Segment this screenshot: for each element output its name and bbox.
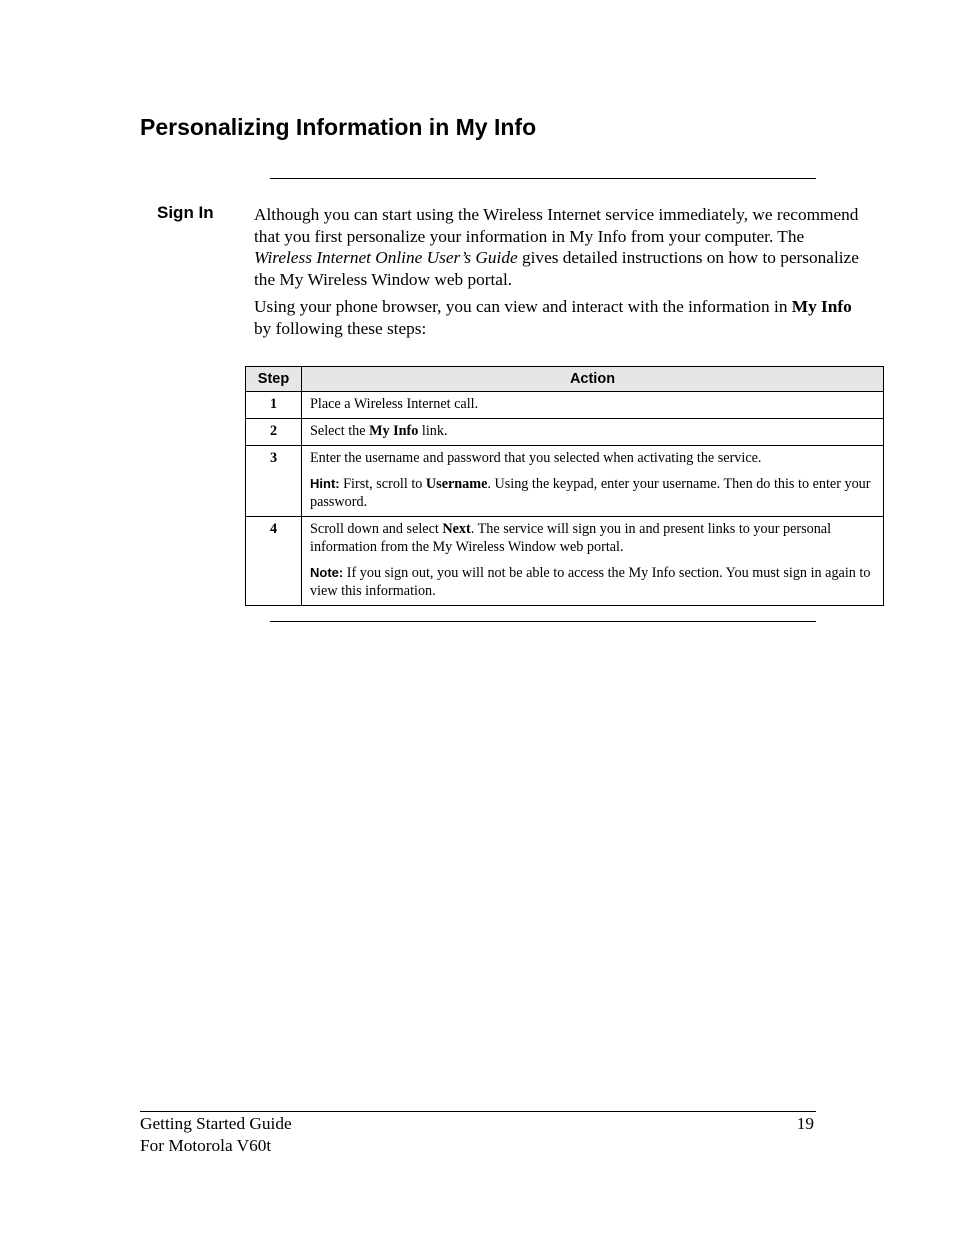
bottom-divider <box>270 621 816 622</box>
page-number: 19 <box>796 1114 814 1133</box>
hint-label: Hint: <box>310 476 340 491</box>
footer-document-info <box>140 1113 292 1157</box>
body-text <box>254 204 866 345</box>
action-column-header: Action <box>302 367 884 392</box>
step-number: 4 <box>246 517 302 606</box>
table-row <box>246 446 884 517</box>
table-row <box>246 419 884 446</box>
page-title: Personalizing Information in My Info <box>140 114 537 140</box>
footer-guide-title: Getting Started Guide <box>140 1114 292 1133</box>
note-text: Note: If you sign out, you will not be able to access the My Info section. You must sign in again to view this information. <box>310 565 871 599</box>
hint-text: Hint: First, scroll to Username. Using the keypad, enter your username. Then do this to enter your password. <box>310 476 871 510</box>
intro-paragraph: Although you can start using the Wireless Internet service immediately, we recommend that you first personalize your information in My Info from your computer. The Wireless Internet Online User’s Guide gives detailed instructions on how to personalize the My Wireless Window web portal. <box>254 205 859 289</box>
step-number: 2 <box>246 419 302 446</box>
steps-table <box>245 366 884 606</box>
footer-divider <box>140 1111 816 1112</box>
guide-title: Wireless Internet Online User’s Guide <box>254 248 518 267</box>
step-action: Place a Wireless Internet call. <box>302 392 884 419</box>
step-action: Scroll down and select Next. The service will sign you in and present links to your personal information from the My Wireless Window web portal. Note: If you sign out, you will not be able to access the My Info section. You must sign in again to view this information. <box>302 517 884 606</box>
note-label: Note: <box>310 565 344 580</box>
steps-intro-paragraph: Using your phone browser, you can view and interact with the information in My Info by following these steps: <box>254 297 852 338</box>
step-column-header: Step <box>246 367 302 392</box>
section-heading: Sign In <box>157 203 214 222</box>
my-info-term: My Info <box>791 297 852 316</box>
step-number: 3 <box>246 446 302 517</box>
table-row <box>246 517 884 606</box>
step-action: Enter the username and password that you selected when activating the service. Hint: First, scroll to Username. Using the keypad, enter your username. Then do this to enter your password. <box>302 446 884 517</box>
step-number: 1 <box>246 392 302 419</box>
footer-device-name: For Motorola V60t <box>140 1136 272 1155</box>
table-header-row <box>246 367 884 392</box>
top-divider <box>270 178 816 179</box>
step-action: Select the My Info link. <box>302 419 884 446</box>
table-row <box>246 392 884 419</box>
